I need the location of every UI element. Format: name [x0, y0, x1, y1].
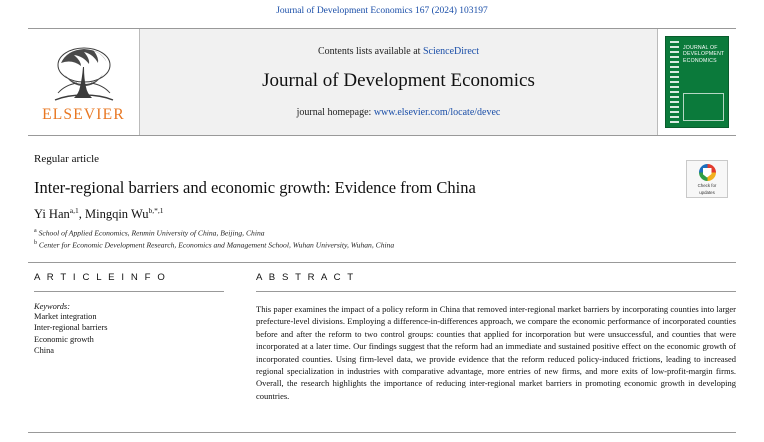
divider-above-abstract: [28, 262, 736, 263]
elsevier-tree-logo-icon: [47, 43, 121, 105]
keyword-item: Market integration: [34, 312, 97, 321]
affiliation-label: b: [34, 240, 37, 246]
crossmark-line1: Check for: [697, 183, 717, 188]
keyword-item: Economic growth: [34, 334, 94, 344]
masthead-center: [140, 29, 658, 135]
contents-line: [318, 46, 479, 57]
running-head: Journal of Development Economics 167 (2024) 103197: [276, 6, 488, 16]
sciencedirect-link[interactable]: ScienceDirect: [422, 46, 480, 57]
homepage-prefix: journal homepage:: [296, 107, 374, 118]
author-list: [34, 206, 164, 222]
cover-stripe-pattern: [670, 41, 679, 123]
journal-cover: [658, 29, 736, 135]
divider-below-abstract: [28, 432, 736, 433]
journal-masthead: [28, 28, 736, 136]
author-name[interactable]: Mingqin Wu: [84, 207, 149, 222]
cover-footer-box: [683, 93, 724, 121]
affiliation: [34, 228, 265, 238]
article-info-section: [34, 272, 224, 357]
article-info-heading: A R T I C L E I N F O: [34, 272, 167, 283]
publisher-name: ELSEVIER: [42, 105, 125, 123]
affiliation-text: School of Applied Economics, Renmin University of China, Beijing, China: [38, 228, 265, 238]
journal-homepage-link[interactable]: www.elsevier.com/locate/devec: [373, 107, 501, 118]
publisher-logo: [28, 29, 140, 135]
author-separator: ,: [78, 207, 85, 222]
crossmark-badge[interactable]: [686, 160, 728, 198]
abstract-rule: [256, 291, 736, 292]
author-name[interactable]: Yi Han: [34, 207, 70, 222]
affiliation-text: Center for Economic Development Research, Economics and Management School, Wuhan University, Wuhan, China: [38, 240, 395, 250]
contents-prefix: Contents lists available at: [317, 46, 423, 57]
article-type: Regular article: [34, 153, 100, 165]
abstract-section: [256, 272, 736, 402]
abstract-heading: A B S T R A C T: [256, 272, 356, 283]
affiliation: [34, 240, 394, 250]
article-info-rule: [34, 291, 224, 292]
keywords-label: Keywords:: [34, 302, 70, 311]
journal-title: Journal of Development Economics: [262, 70, 535, 91]
crossmark-icon: [699, 164, 716, 181]
crossmark-line2: updates: [699, 190, 715, 196]
author-affiliation-marks: b,*,1: [148, 206, 164, 215]
abstract-text: This paper examines the impact of a policy reform in China that removed inter-regional market barriers by incorporating counties into larger prefecture-level divisions. Employing a difference-in-differences approach, we compare the economic performance of incorporated counties before and after the reform to two control groups: counties that applied for incorporation but were unsuccessful, and counties that were incorporated at a later time. Our findings suggest that the reform had an immediate and sustained positive effect on the economic growth of incorporated counties. Using firm-level data, we provide evidence that the reform reduced policy-induced frictions, leading to increased regional specialization in industries with comparative advantage, more entries of new firms, and more exits of low-profit-margin firms. Overall, the research highlights the importance of reducing inter-regional market barriers in promoting economic growth in developing countries.: [256, 304, 736, 401]
page-title: Inter-regional barriers and economic growth: Evidence from China: [34, 178, 476, 197]
homepage-line: [297, 107, 501, 118]
affiliation-label: a: [34, 228, 37, 234]
author-affiliation-marks: a,1: [69, 206, 79, 215]
keyword-item: China: [34, 346, 55, 356]
journal-cover-image: [665, 36, 729, 128]
cover-title: JOURNAL OF DEVELOPMENT ECONOMICS: [683, 45, 725, 64]
keyword-item: Inter-regional barriers: [34, 323, 108, 333]
